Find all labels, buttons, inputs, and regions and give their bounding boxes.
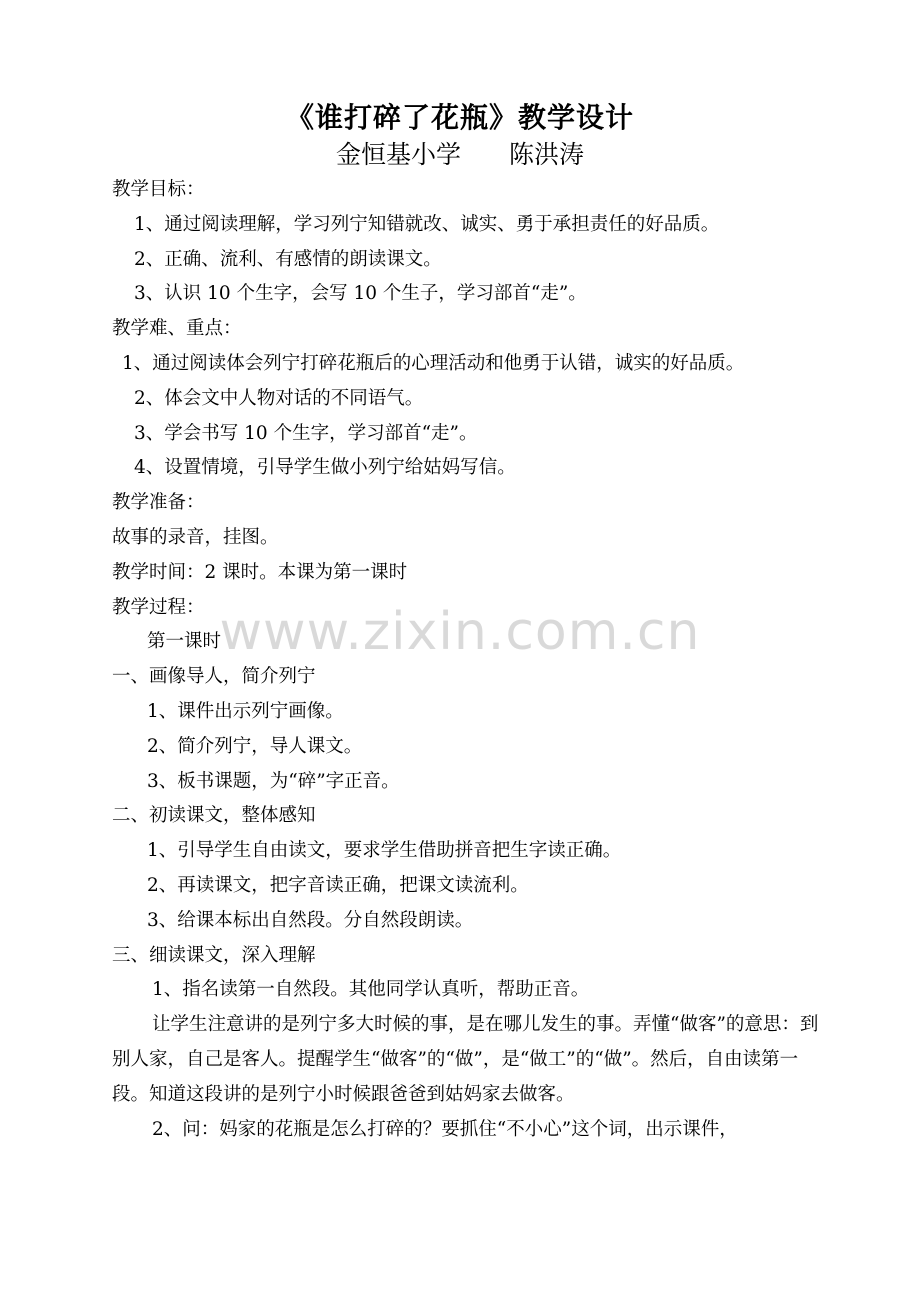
step-heading: 一、画像导人，简介列宁 [112,666,316,688]
section-heading: 教学准备： [112,492,205,514]
watermark: www.zixin.com.cn [219,602,701,662]
section-heading: 教学过程： [112,596,205,618]
lesson-heading: 第一课时 [147,631,222,653]
list-item: 3、认识 10 个生字，会写 10 个生子，学习部首“走”。 [134,283,587,305]
paragraph: 教学时间：2 课时。本课为第一课时 [112,561,408,583]
list-item: 1、课件出示列宁画像。 [147,700,344,722]
list-item: 2、正确、流利、有感情的朗读课文。 [134,248,442,270]
author-line [0,138,920,172]
paragraph: 让学生注意讲的是列宁多大时候的事，是在哪儿发生的事。弄懂“做客”的意思：到别人家，自己是客人。提醒学生“做客”的“做”，是“做工”的“做”。然后，自由读第一段。知道这段讲的是列宁小时候跟爸爸到姑妈家去做客。 [112,1014,819,1105]
list-item: 1、指名读第一自然段。其他同学认真听，帮助正音。 [152,979,590,1001]
step-heading: 三、细读课文，深入理解 [112,944,316,966]
list-item: 2、简介列宁，导人课文。 [147,735,363,757]
section-heading: 教学难、重点： [112,318,242,340]
school-name: 金恒基小学 [335,140,461,169]
section-heading: 教学目标： [112,179,205,200]
paragraph: 故事的录音，挂图。 [112,526,279,548]
document-body [112,173,824,1147]
list-item: 1、通过阅读理解，学习列宁知错就改、诚实、勇于承担责任的好品质。 [134,213,720,235]
list-item: 1、通过阅读体会列宁打碎花瓶后的心理活动和他勇于认错，诚实的好品质。 [122,352,745,374]
step-heading: 二、初读课文，整体感知 [112,805,316,827]
author-name: 陈洪涛 [509,140,585,169]
document-title: 《谁打碎了花瓶》教学设计 [285,101,634,134]
paragraph: 2、问：妈家的花瓶是怎么打碎的？要抓住“不小心”这个词，出示课件， [152,1118,738,1140]
list-item: 3、给课本标出自然段。分自然段朗读。 [147,909,474,931]
list-item: 3、学会书写 10 个生字，学习部首“走”。 [134,422,478,444]
list-item: 1、引导学生自由读文，要求学生借助拼音把生字读正确。 [147,840,622,862]
list-item: 3、板书课题，为“碎”字正音。 [147,770,400,792]
list-item: 4、设置情境，引导学生做小列宁给姑妈写信。 [134,457,516,479]
list-item: 2、体会文中人物对话的不同语气。 [134,387,424,409]
list-item: 2、再读课文，把字音读正确，把课文读流利。 [147,874,529,896]
